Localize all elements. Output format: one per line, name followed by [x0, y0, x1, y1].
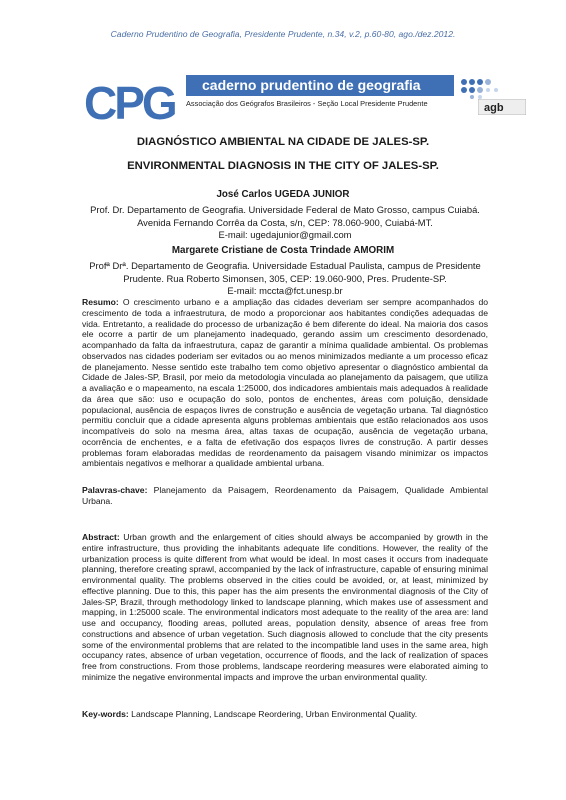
palavras-chave-label: Palavras-chave: — [82, 485, 148, 495]
abstract-label: Abstract: — [82, 532, 120, 542]
abstract-text: Urban growth and the enlargement of cities should always be accompanied by growth in the entire infrastructure, thus providing the inhabitants adequate life conditions. However, the reality of the urbanization process is quite different from what would be ideal. In most cases it occurs from inadequate planning, therefore creating sprawl, accompanied by the lack of infrastructure, capable of ensuring minimal environmental quality. The problems observed in the cities could be avoided, or, at least, minimized by effective planning. Due to this, this paper has the aim presents the environmental diagnosis of the City of Jales-SP, Brazil, through methodology linked to landscape planning, which makes use of assessment and mapping, in 1:25000 scale. The environmental indicators most adequate to the reality of the area are: land use and occupancy, flooding areas, polluted areas, population density, absence of areas free from constructions and absence of urban vegetation. Such diagnosis allowed to conclude that the city presents some of the environmental problems that are related to the incompatible land uses in the same area, high occupancy rates, absence of urban vegetation, occurrence of floods, and the lack of realization of spaces free from constructions. From those problems, landscape reordering measures were elaborated aiming to minimize the negative environmental impacts and improve the urban environmental quality. — [82, 532, 488, 682]
resumo-text: O crescimento urbano e a ampliação das cidades deveriam ser sempre acompanhados do crescimento de toda a infraestrutura, de modo a proporcionar aos habitantes condições adequadas de vida. Entretanto, a realidade do processo de urbanização é bem diferente do ideal. Na maioria dos casos ele ocorre a partir de um planejamento inadequado, gerando assim um crescimento desordenado, acompanhado da falta da infraestrutura, capaz de garantir a mínima qualidade ambiental. Os problemas observados nas cidades poderiam ser evitados ou ao menos minimizados mediante a um processo eficaz de planejamento. Nesse sentido este trabalho tem como objetivo apresentar o diagnóstico ambiental da Cidade de Jales-SP, Brasil, por meio da metodologia vinculada ao planejamento da paisagem, que utiliza a avaliação e o mapeamento, na escala 1:25000, dos indicadores ambientais mais adequados à realidade da área que são: uso e ocupação do solo, pontos de enchentes, áreas com poluição, densidade populacional, ausência de espaços livres de construção e ausência de vegetação urbana. Tal diagnóstico permitiu concluir que a cidade apresenta alguns problemas ambientais que estão relacionados aos usos incompatíveis do solo na mesma área, altas taxas de ocupação, ausência de vegetação urbana, ocorrência de enchentes, e a falta de efetivação dos espaços livres de construção. A partir desses problemas foram elaboradas medidas de reordenamento da paisagem visando minimizar os impactos ambientais negativos e melhorar a qualidade ambiental urbana. — [82, 297, 488, 469]
journal-citation-header: Caderno Prudentino de Geografia, Presidente Prudente, n.34, v.2, p.60-80, ago./dez.2012. — [110, 29, 456, 39]
keywords-text: Landscape Planning, Landscape Reordering, Urban Environmental Quality. — [128, 709, 418, 719]
title-english: ENVIRONMENTAL DIAGNOSIS IN THE CITY OF JALES-SP. — [127, 160, 439, 172]
cpg-logo-text: CPG — [84, 77, 175, 125]
abstract-paragraph — [82, 532, 488, 683]
affiliation-text: Profª Drª. Departamento de Geografia. Universidade Estadual Paulista, campus de Presidente Prudente. Rua Roberto Simonsen, 305, CEP: 19.060-900, Pres. Prudente-SP. — [89, 260, 481, 284]
author-name: Margarete Cristiane de Costa Trindade AMORIM — [171, 245, 395, 256]
keywords-paragraph — [82, 709, 488, 720]
agb-logo-text: agb — [484, 102, 504, 114]
cpg-logo — [82, 77, 186, 125]
author-affiliation — [80, 204, 490, 242]
palavras-chave-paragraph — [82, 485, 488, 507]
agb-logo — [478, 99, 526, 115]
resumo-label: Resumo: — [82, 297, 119, 307]
author-email: E-mail: ugedajunior@gmail.com — [218, 229, 352, 240]
author-affiliation — [80, 260, 490, 298]
title-portuguese: DIAGNÓSTICO AMBIENTAL NA CIDADE DE JALES-SP. — [136, 136, 430, 148]
author-email: E-mail: mccta@fct.unesp.br — [227, 285, 343, 296]
palavras-chave-text: Planejamento da Paisagem, Reordenamento da Paisagem, Qualidade Ambiental Urbana. — [82, 485, 488, 506]
decorative-dots-icon — [460, 78, 500, 100]
journal-banner — [82, 75, 502, 127]
affiliation-text: Prof. Dr. Departamento de Geografia. Universidade Federal de Mato Grosso, campus Cuiabá. Avenida Fernando Corrêa da Costa, s/n, CEP: 78.060-900, Cuiabá-MT. — [90, 204, 480, 228]
author-name: José Carlos UGEDA JUNIOR — [216, 189, 350, 200]
keywords-label: Key-words: — [82, 709, 129, 719]
banner-title: caderno prudentino de geografia — [186, 75, 454, 96]
resumo-paragraph — [82, 297, 488, 469]
banner-subtitle: Associação dos Geógrafos Brasileiros - Seção Local Presidente Prudente — [186, 99, 428, 108]
